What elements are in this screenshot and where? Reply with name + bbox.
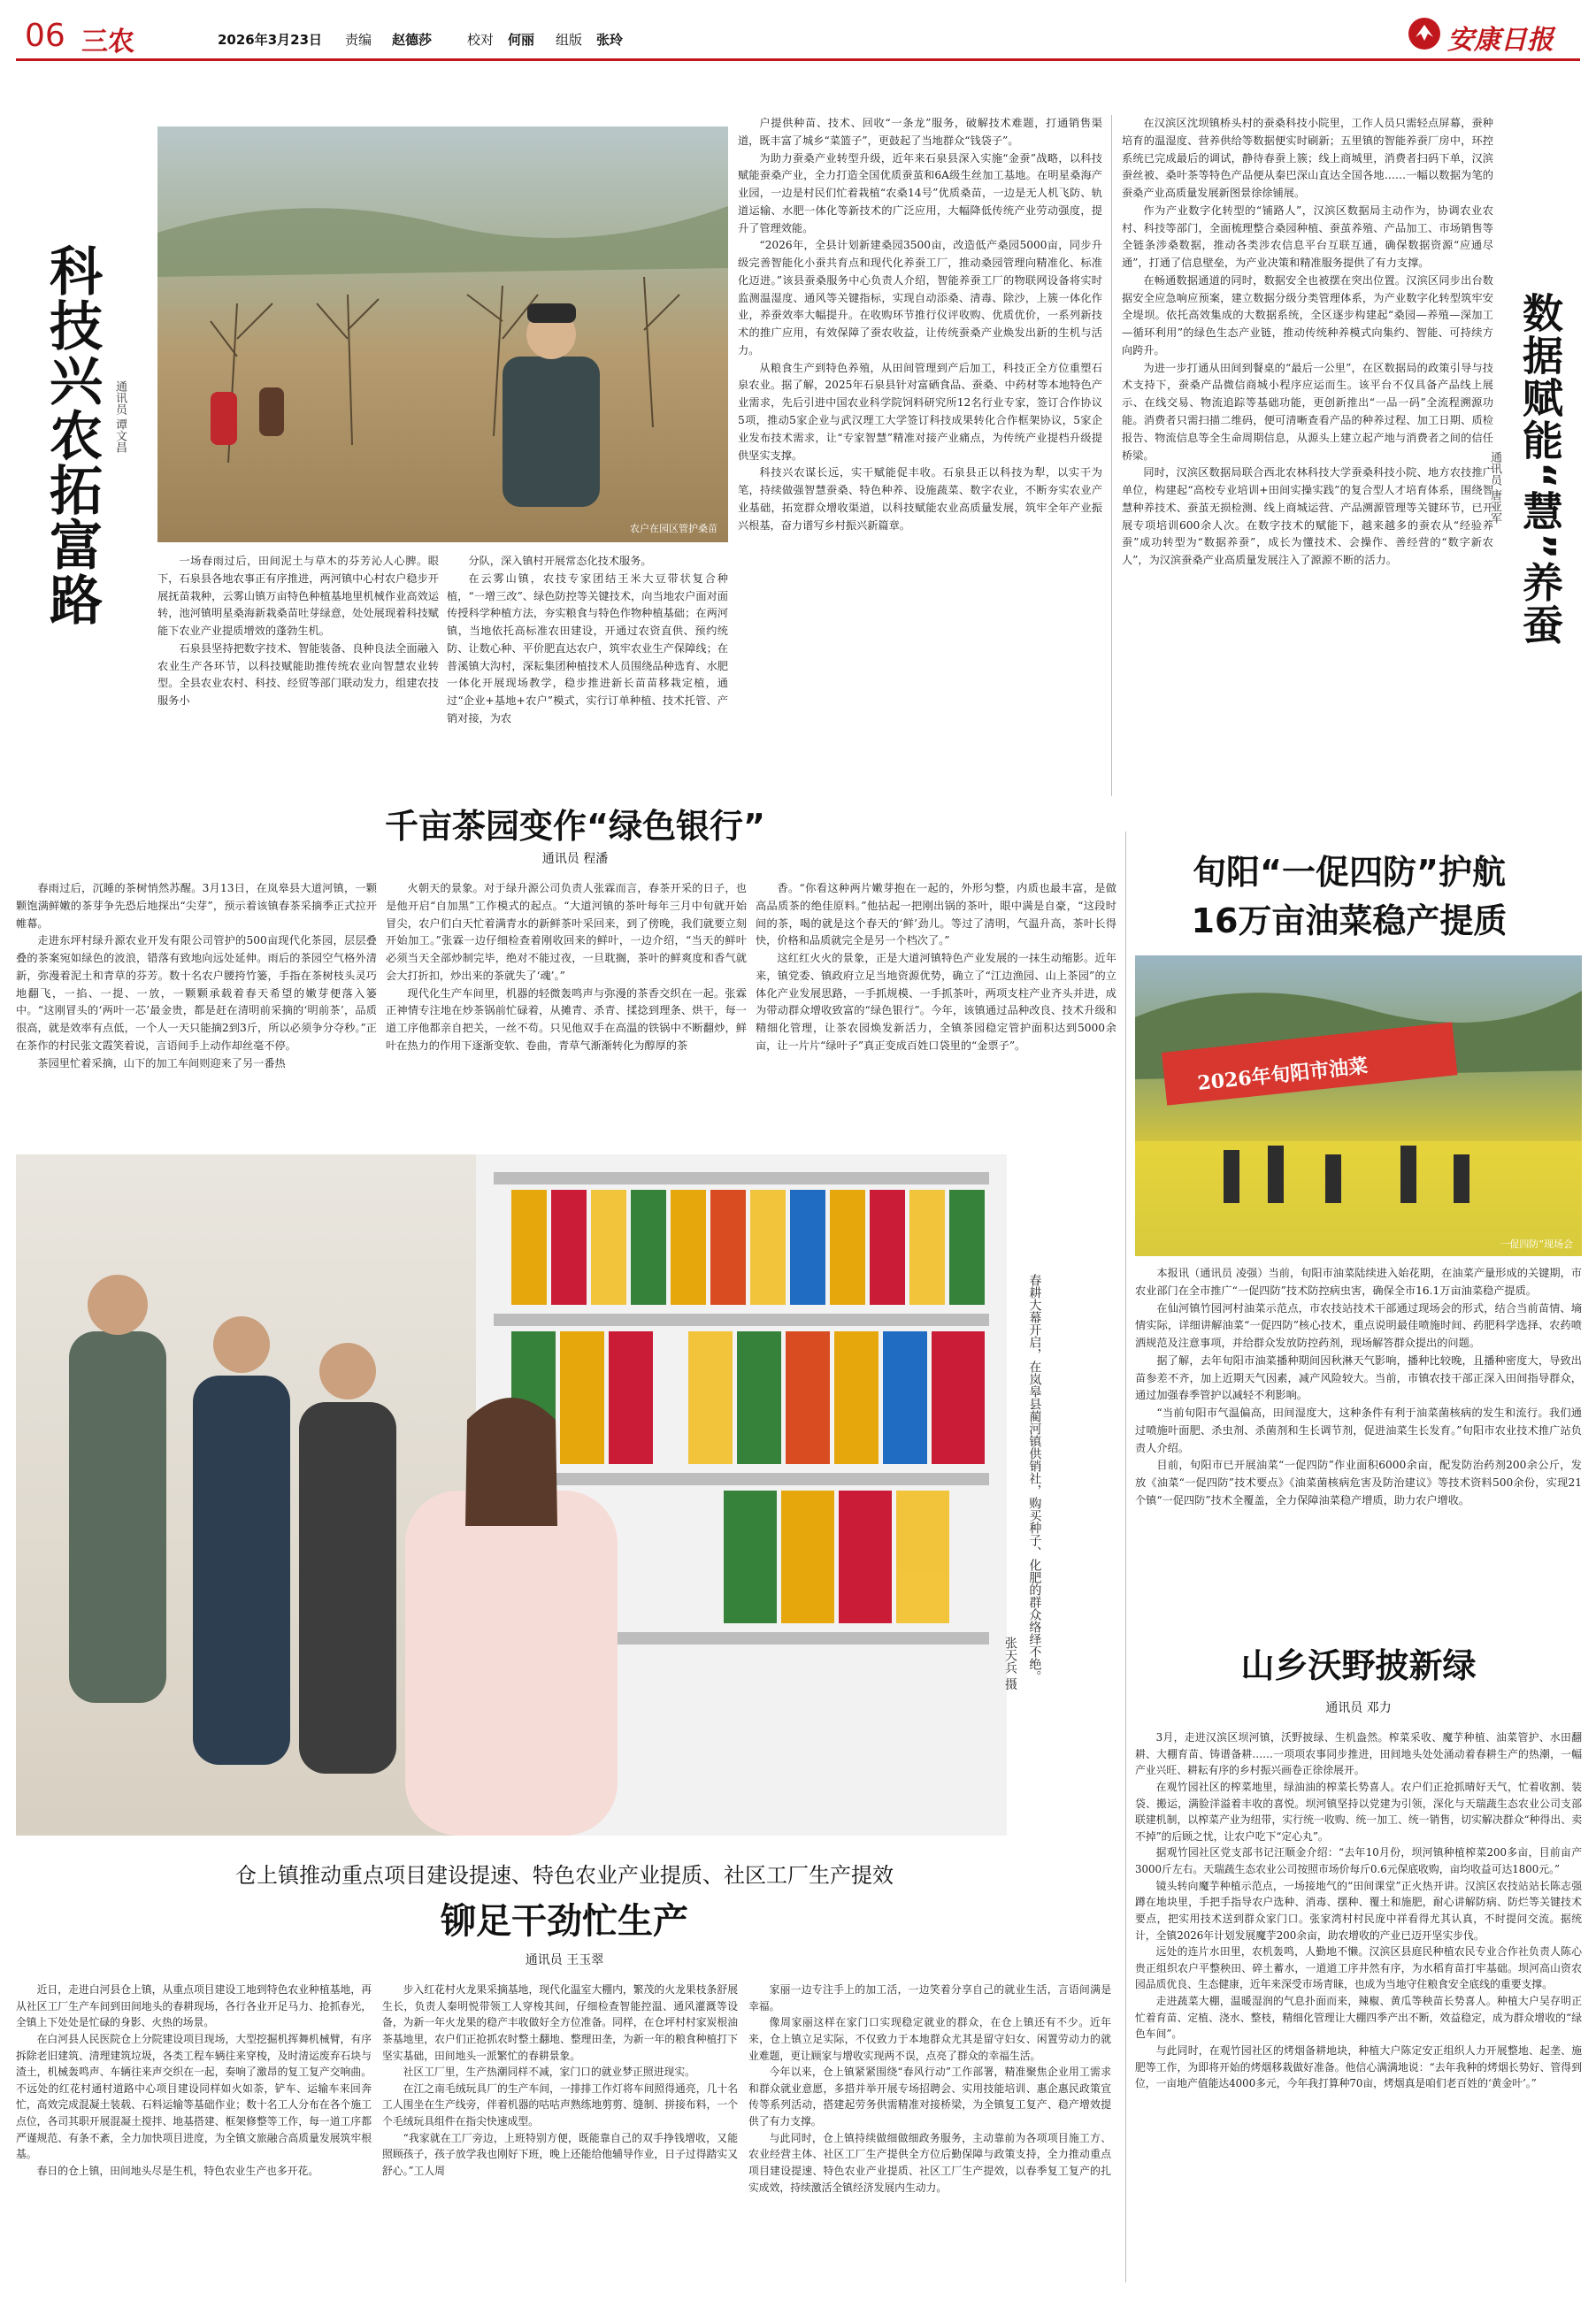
layout-label: 组版 [556, 32, 583, 48]
paragraph: 春雨过后，沉睡的茶树悄然苏醒。3月13日，在岚皋县大道河镇，一颗颗饱满鲜嫩的茶芽争先恐后地探出“尖芽”，预示着该镇春茶采摘季正式拉开帷幕。 [16, 882, 377, 930]
paragraph: “当前旬阳市气温偏高，田间湿度大，这种条件有利于油菜菌核病的发生和流行。我们通过喷施叶面肥、杀虫剂、杀菌剂和生长调节剂，促进油菜生长发育。”旬阳市农业技术推广站负责人介绍。 [1135, 1407, 1582, 1454]
masthead-name: 安康日报 [1447, 25, 1554, 56]
article-byline: 通讯员 谭文昌 [113, 380, 127, 454]
article-byline: 通讯员 王玉翠 [525, 1953, 604, 1967]
paragraph: 与此同时，在观竹园社区的烤烟备耕地块，种植大户陈定安正组织人力开展整地、起垄、施肥等工作，为即将开始的烤烟移栽做好准备。他信心满满地说：“去年我种的烤烟长势好、管得到位，一亩地产值能达4000多元，今年我打算种70亩，烤烟真是咱们老百姓的‘黄金叶’。” [1135, 2043, 1582, 2090]
article-title-line-1: 旬阳“一促四防”护航 [1193, 853, 1506, 892]
paragraph: 今年以来，仓上镇紧紧围绕“春风行动”工作部署，精准聚焦企业用工需求和群众就业意愿，多措并举开展专场招聘会、实用技能培训、惠企惠民政策宣传等系列活动，搭建起劳务供需精准对接桥梁，为全镇复工复产、稳产增效提供了有力支撑。 [748, 2066, 1111, 2128]
paragraph: 走进东坪村绿升源农业开发有限公司管护的500亩现代化茶园，层层叠叠的茶案宛如绿色的波浪，错落有致地向远处延伸。雨后的茶园空气格外清新，弥漫着泥土和青草的芬芳。数十名农户腰挎竹篓，手指在茶树枝头灵巧地翻飞，一掐、一提、一放，一颗颗承载着春天希望的嫩芽便落入篓中。“这刚冒头的‘两叶一芯’最金贵，都是赶在清明前采摘的‘明前茶’，品质很高，就是效率有点低，一个人一天只能摘2到3斤，所以必须争分夺秒。”正在茶作的村民张文霞笑着说，言语间手上动作却丝毫不停。 [16, 934, 377, 1052]
paragraph: 与此同时，仓上镇持续做细做细政务服务，主动靠前为各项项目施工方、农业经营主体、社区工厂生产提供全方位后勤保障与政策支持，全力推动重点项目建设提速、特色农业产业提质、社区工厂生产提效，以春季复工复产的扎实成效，持续激活全镇经济发展内生动力。 [748, 2131, 1111, 2194]
a6-col-2 [382, 1982, 738, 2287]
paragraph: 从粮食生产到特色养殖，从田间管理到产后加工，科技正全方位重塑石泉农业。据了解，2025年石泉县针对富硒食品、蚕桑、中药材等本地特色产业需求，先后引进中国农业科学院饲料研究所12名行业专家，签订合作协议5项，推动5家企业与武汉理工大学签订科技成果转化合作框架协议，5家企业发布技术需求，让“专家智慧”精准对接产业痛点，为传统产业提档升级提供坚实支撑。 [738, 361, 1102, 462]
paragraph: 据了解，去年旬阳市油菜播种期间因秋淋天气影响，播种比较晚，且播种密度大，导致出苗参差不齐，加上近期天气因素，减产风险较大。当前，市镇农技干部正深入田间指导群众，通过加强春季管护以减轻不利影响。 [1135, 1353, 1582, 1402]
caption-text: 春耕大幕开启，在岚皋县蔺河镇供销社，购买种子、化肥的群众络绎不绝。 [1027, 1274, 1042, 1683]
photo-caption: 农户在园区管护桑苗 [630, 523, 717, 534]
section-name: 三农 [81, 27, 134, 58]
a5-col [1135, 1729, 1582, 2287]
paragraph: 现代化生产车间里，机器的轻微轰鸣声与弥漫的茶香交织在一起。张霖正神情专注地在炒茶锅前忙碌着，从摊青、杀青、揉捻到理条、烘干，每一道工序他都亲自把关，一丝不苟。只见他双手在高温的铁锅中不断翻炒，鲜叶在热力的作用下逐渐变软、卷曲，青草气渐渐转化为醇厚的茶 [386, 986, 747, 1052]
proof-name: 何丽 [508, 32, 535, 48]
article-byline: 通讯员 程潘 [541, 852, 609, 866]
paragraph: 本报讯（通讯员 凌强）当前，旬阳市油菜陆续进入始花期，在油菜产量形成的关键期，市农业部门在全市推广“一促四防”技术防控病虫害，确保全市16.1万亩油菜稳产提质。 [1135, 1267, 1582, 1297]
paragraph: “我家就在工厂旁边，上班特别方便，既能靠自己的双手挣钱增收，又能照顾孩子，孩子放学我也刚好下班，晚上还能给他辅导作业，日子过得踏实又舒心。”工人周 [382, 2131, 738, 2177]
rapeseed-scene-icon [1135, 955, 1582, 1256]
photo-caption-vertical [1024, 1274, 1044, 1805]
paragraph: 走进蔬菜大棚，温暖湿润的气息扑面而来，辣椒、黄瓜等秧苗长势喜人。种植大户吴存明正忙着育苗、定植、浇水、整枝，精细化管理让大棚四季产出不断，效益稳定，成为群众增收的“绿色车间”。 [1135, 1995, 1582, 2041]
paragraph: 在观竹园社区的榨菜地里，绿油油的榨菜长势喜人。农户们正抢抓晴好天气，忙着收割、装袋、搬运，满脸洋溢着丰收的喜悦。坝河镇坚持以党建为引领，深化与天瑞蔬生态农业公司支部联建机制，以榨菜产业为纽带，实行统一收购、统一加工、统一销售，切实解决群众“种得出、卖不掉”的后顾之忧，让农户吃下“定心丸”。 [1135, 1780, 1582, 1843]
photo-credit-vertical: 张天兵 摄 [1003, 1637, 1017, 1690]
paragraph: 在江之南毛绒玩具厂的生产车间，一排排工作灯将车间照得通亮，几十名工人围坐在生产线旁，伴着机器的咕咕声熟练地剪剪、缝制、拼接布料，一个个毛绒玩具组件在指尖快速成型。 [382, 2082, 738, 2128]
article-title: 数据赋能“慧”养蚕 [1516, 292, 1564, 647]
article-title: 山乡沃野披新绿 [1240, 1646, 1477, 1685]
paragraph: 同时，汉滨区数据局联合西北农林科技大学蚕桑科技小院、地方农技推广单位，构建起“高校专业培训+田间实操实践”的复合型人才培育体系，围绕智慧种养技术、蚕茧无损检测、线上商城运营、产品溯源管理等关键环节，已开展专项培训600余人次。在数字技术的赋能下，越来越多的蚕农从“经验养蚕”成功转型为“数据养蚕”，成长为懂技术、会操作、善经营的“数字新农人”，为汉滨蚕桑产业高质量发展注入了源源不断的活力。 [1122, 466, 1493, 567]
column-divider [1125, 832, 1126, 2282]
page-number: 06 [25, 18, 65, 54]
paragraph: 火朝天的景象。对于绿升源公司负责人张霖而言，春茶开采的日子，也是他开启“自加黑”工作模式的起点。“大道河镇的茶叶每年三月中旬就开始冒尖，农户们白天忙着满青水的新鲜茶叶采回来，到了傍晚，我们就要立刻开始加工。”张霖一边仔细检查着刚收回来的鲜叶，一边介绍，“当天的鲜叶必须当天全部炒制完毕，绝对不能过夜，一旦耽搁，茶叶的鲜爽度和香气就会大打折扣，炒出来的茶就失了‘魂’。” [386, 882, 747, 982]
paragraph: 在云雾山镇，农技专家团结王米大豆带状复合种植，“一增三改”、绿色防控等关键技术，向当地农户面对面传授科学种植方法，夯实粮食与特色作物种植基础；在两河镇，当地依托高标准农田建设，开通过农资直供、预约统防、让数心种、平价肥直达农户，筑牢农业生产保障线；在普溪镇大沟村，深耘集团种植技术人员围绕品种选育、水肥一体化开展现场教学，稳步推进新长苗苗移栽定植，通过“企业+基地+农户”模式，实行订单种植、技术托管、产销对接，为农 [447, 571, 728, 724]
paragraph: 作为产业数字化转型的“铺路人”，汉滨区数据局主动作为，协调农业农村、科技等部门，全面梳理整合桑园种植、蚕茧养殖、产品加工、市场销售等全链条涉桑数据，推动各类涉农信息平台互联互通，确保数据资源“应通尽通”，打通了信息壁垒，为产业决策和精准服务提供了有力支撑。 [1122, 203, 1493, 270]
paragraph: 据观竹园社区党支部书记汪顺金介绍：“去年10月份，坝河镇种植榨菜200多亩，目前亩产3000斤左右。天瑞蔬生态农业公司按照市场价每斤0.6元保底收购，亩均收益可达1800元。” [1135, 1846, 1582, 1875]
masthead-logo [1405, 16, 1573, 56]
a1-col-2 [447, 553, 728, 787]
photo-banner-text: 2026年旬阳市油菜 [1196, 1054, 1370, 1096]
issue-date: 2026年3月23日 [218, 32, 323, 48]
paragraph: 科技兴农谋长远，实干赋能促丰收。石泉县正以科技为犁，以实干为笔，持续做强智慧蚕桑、特色种养、设施蔬菜、数字农业，不断夯实农业产业基础，拓宽群众增收渠道，以科技赋能农业高质量发展，筑牢全年产业振兴根基，奋力谱写乡村振兴新篇章。 [738, 466, 1102, 532]
paragraph: “2026年，全县计划新建桑园3500亩，改造低产桑园5000亩，同步升级完善智能化小蚕共育点和现代化养蚕工厂，推动桑园管理向精准化、标准化迈进。”该县蚕桑服务中心负责人介绍，智能养蚕工厂的物联网设备将实时监测温湿度、通风等关键指标，实现自动添桑、清毒、除沙，上簇一体化作业，养蚕效率大幅提升。在收购环节推行仪评收购、优质优价，一系列新技术的推广应用，有效保障了蚕农收益，让传统蚕桑产业焕发出新的生机与活力。 [738, 239, 1102, 356]
paragraph: 茶园里忙着采摘，山下的加工车间则迎来了另一番热 [37, 1056, 286, 1070]
paragraph: 一场春雨过后，田间泥土与草木的芬芳沁人心脾。眼下，石泉县各地农事正有序推进，两河镇中心村农户稳步开展抚苗栽种，云雾山镇万亩特色种植基地里机械作业高效运转，池河镇明星桑海新栽桑苗吐芽绿意，处处展现着科技赋能下农业产业提质增效的蓬勃生机。 [157, 555, 439, 638]
paragraph: 3月，走进汉滨区坝河镇，沃野披绿、生机盎然。榨菜采收、魔芋种植、油菜管护、水田翻耕、大棚育苗、铸谱备耕……一项项农事同步推进，田间地头处处涌动着春耕生产的热潮，一幅产业兴旺、耕耘有序的乡村振兴画卷正徐徐展开。 [1135, 1731, 1582, 1777]
a3-col-2 [386, 880, 747, 1146]
photo-supply-coop [16, 1154, 1007, 1836]
editor-label: 责编 [345, 32, 372, 48]
paragraph: 在畅通数据通道的同时，数据安全也被摆在突出位置。汉滨区同步出台数据安全应急响应预案，建立数据分级分类管理体系，为产业数字化转型筑牢安全堤坝。依托高效集成的大数据系统，全区逐步构建起“桑园—养殖—深加工—循环利用”的绿色生态产业链，推动传统种养模式向集约、智能、可持续方向跨升。 [1122, 273, 1493, 356]
paragraph: 为进一步打通从田间到餐桌的“最后一公里”，在区数据局的政策引导与技术支持下，蚕桑产品微信商城小程序应运而生。该平台不仅具备产品线上展示、在线交易、物流追踪等基础功能，更创新推出“一品一码”全流程溯源功能。消费者只需扫描二维码，便可清晰查看产品的种养过程、加工日期、质检报告、物流信息等全生命周期信息，从源头上建立起产地与消费者之间的信任桥梁。 [1122, 361, 1493, 462]
article-kicker: 仓上镇推动重点项目建设提速、特色农业产业提质、社区工厂生产提效 [235, 1863, 894, 1888]
orchard-scene-icon [157, 126, 728, 542]
paragraph: 像周家丽这样在家门口实现稳定就业的群众，在仓上镇还有不少。近年来，仓上镇立足实际，不仅致力于本地群众尤其是留守妇女、闲置劳动力的就业难题，更让顾家与增收实现两不误，点亮了群众的幸福生活。 [748, 2016, 1111, 2062]
article-title: 千亩茶园变作“绿色银行” [385, 807, 765, 846]
photo-credit: 一促四防”现场会 [1500, 1238, 1573, 1250]
paragraph: 目前，旬阳市已开展油菜“一促四防”作业面积6000余亩，配发防治药剂200余公斤，发放《油菜“一促四防”技术要点》《油菜菌核病危害及防治建议》等技术资料500余份，实现21个镇“一促四防”技术全覆盖，全力保障油菜稳产增质，助力农户增收。 [1135, 1459, 1582, 1506]
article-title: 铆足干劲忙生产 [441, 1901, 688, 1942]
column-divider [1111, 115, 1112, 796]
paragraph: 近日，走进白河县仓上镇，从重点项目建设工地到特色农业种植基地，再从社区工厂生产车间到田间地头的春耕现场，各行各业开足马力、抢抓春光，全镇上下处处是忙碌的身影、火热的场景。 [16, 1983, 372, 2029]
a1-col-1 [157, 553, 439, 787]
layout-name: 张玲 [596, 32, 624, 48]
paragraph: 户提供种苗、技术、回收“一条龙”服务，破解技术难题，打通销售渠道，既丰富了城乡“菜篮子”，更鼓起了当地群众“钱袋子”。 [738, 117, 1102, 147]
paragraph: 家丽一边专注手上的加工活，一边笑着分享自己的就业生活，言语间满是幸福。 [748, 1983, 1111, 2012]
paragraph: 步入红花村火龙果采摘基地，现代化温室大棚内，繁茂的火龙果枝条舒展生长，负责人秦明悦带领工人穿梭其间，仔细检查智能控温、通风灌溉等设备，为新一年火龙果的稳产丰收做好全方位准备。同样，在仓坪村村家炭根油茶基地里，农户们正抢抓农时整土翻地、整理田垄，为新一年的粮食种植打下坚实基础，田间地头一派繁忙的春耕景象。 [382, 1983, 738, 2062]
paragraph: 在仙河镇竹园河村油菜示范点，市农技站技术干部通过现场会的形式，结合当前苗情、墒情实际，详细讲解油菜“一促四防”核心技术，重点说明最佳喷施时间、药肥科学选择、农药喷洒规范及注意事项，并给群众发放防控药剂，现场解答群众提出的问题。 [1135, 1301, 1582, 1350]
proof-label: 校对 [467, 32, 495, 48]
a4-col [1135, 1265, 1582, 1614]
header-rule [16, 58, 1580, 61]
paragraph: 远处的连片水田里，农机轰鸣，人勤地不懒。汉滨区县庭民种植农民专业合作社负责人陈心贵正组织农户平整秧田、碎土蓄水，一道道工序井然有序，为水稻育苗打牢基础。坝河高山资农园品质优良、生态健康，近年来深受市场青睐，也成为当地守住粮食安全底线的重要支撑。 [1135, 1945, 1582, 1991]
article-byline: 通讯员 唐亚军 [1488, 451, 1501, 525]
a2-col [1122, 115, 1493, 796]
paragraph: 为助力蚕桑产业转型升级，近年来石泉县深入实施“金蚕”战略，以科技赋能蚕桑产业，全力打造全国优质蚕茧和6A级生丝加工基地。在明星桑海产业园，一边是村民们忙着栽植“农桑14号”优质桑苗，一边是无人机飞防、轨道运输、水肥一体化等新技术的广泛应用，大幅降低传统产业劳动强度，提升了管理效能。 [738, 151, 1102, 234]
photo-mulberry-planting [157, 126, 728, 542]
paragraph: 社区工厂里，生产热潮同样不减，家门口的就业梦正照进现实。 [403, 2066, 695, 2079]
photo-rapeseed-field [1135, 955, 1582, 1256]
page-header [16, 12, 1580, 58]
paragraph: 在汉滨区沈坝镇桥头村的蚕桑科技小院里，工作人员只需轻点屏幕，蚕种培育的温湿度、营养供给等数据便实时刷新；五里镇的智能养蚕厂房中，环控系统已完成最后的调试，静待春蚕上簇；线上商城里，消费者扫码下单，汉滨蚕丝被、桑叶茶等特色产品便从秦巴深山直达全国各地……一幅以数据为笔的蚕桑产业高质量发展新图景徐徐铺展。 [1122, 117, 1493, 200]
paragraph: 石泉县坚持把数字技术、智能装备、良种良法全面融入农业生产各环节，以科技赋能助推传统农业向智慧农业转型。全县农业农村、科技、经贸等部门联动发力，组建农技服务小 [157, 641, 439, 708]
article-byline: 通讯员 邓力 [1325, 1701, 1392, 1715]
a1-col-3 [738, 115, 1102, 787]
a6-col-3 [748, 1982, 1111, 2287]
editor-name: 赵德莎 [392, 32, 433, 48]
a3-col-1 [16, 880, 377, 1146]
paragraph: 香。“你看这种两片嫩芽抱在一起的，外形匀整，内质也最丰富，是做高品质茶的绝佳原料。”他拈起一把刚出锅的茶叶，眼中满是自豪，“这段时间的茶，喝的就是这个春天的‘鲜’劲儿。等过了清明，气温升高，茶叶长得快，价格和品质就完全是另一个档次了。” [756, 882, 1116, 947]
shop-shelves-icon [16, 1154, 1007, 1836]
paragraph: 在白河县人民医院仓上分院建设项目现场，大型挖掘机挥舞机械臂，有序拆除老旧建筑、清理建筑垃圾，各类工程车辆往来穿梭，及时清运废弃石块与渣土，机械轰鸣声、车辆往来声交织在一起，奏响了激昂的复工复产交响曲。不远处的红花村通村道路中心项目建设同样如火如荼，铲车、运输车来回奔忙，高效完成混凝土装载、石料运输等基础作业；数十名工人分布在各个施工点位，各司其职开展混凝土搅拌、地基搭建、框架修整等工作，每一道工序都严谨规范、有条不紊，全力加快项目进度，为全镇文旅融合高质量发展筑牢根基。 [16, 2032, 372, 2161]
a3-col-3 [756, 880, 1116, 1146]
article-title-line-2: 16万亩油菜稳产提质 [1191, 901, 1508, 940]
article-title: 科技兴农拓富路 [41, 243, 103, 627]
paragraph: 这红红火火的景象，正是大道河镇特色产业发展的一抹生动缩影。近年来，镇党委、镇政府立足当地资源优势，确立了“江边渔园、山上茶园”的立体化产业发展思路，一手抓规模、一手抓茶叶，两项支柱产业齐头并进，成为带动群众增收致富的“绿色银行”。今年，该镇通过品种改良、技术升级和精细化管理，让茶农园焕发新活力，全镇茶园稳定管护面积达到5000余亩，让一片片“绿叶子”真正变成百姓口袋里的“金票子”。 [756, 952, 1116, 1052]
paragraph: 镜头转向魔芋种植示范点，一场接地气的“田间课堂”正火热开讲。汉滨区农技站站长陈志强蹲在地块里，手把手指导农户选种、消毒、摆种、覆土和施肥，耐心讲解防病、防烂等关键技术要点，把实用技术送到群众家门口。张家湾村村民庞中祥看得尤其认真，不时提问交流。据统计，全镇2026年计划发展魔芋200余亩，助农增收的产业已迈开坚实步伐。 [1135, 1879, 1582, 1942]
paragraph: 分队，深入镇村开展常态化技术服务。 [468, 555, 652, 567]
a6-col-1 [16, 1982, 372, 2287]
paragraph: 春日的仓上镇，田间地头尽是生机，特色农业生产也多开花。 [36, 2164, 319, 2177]
